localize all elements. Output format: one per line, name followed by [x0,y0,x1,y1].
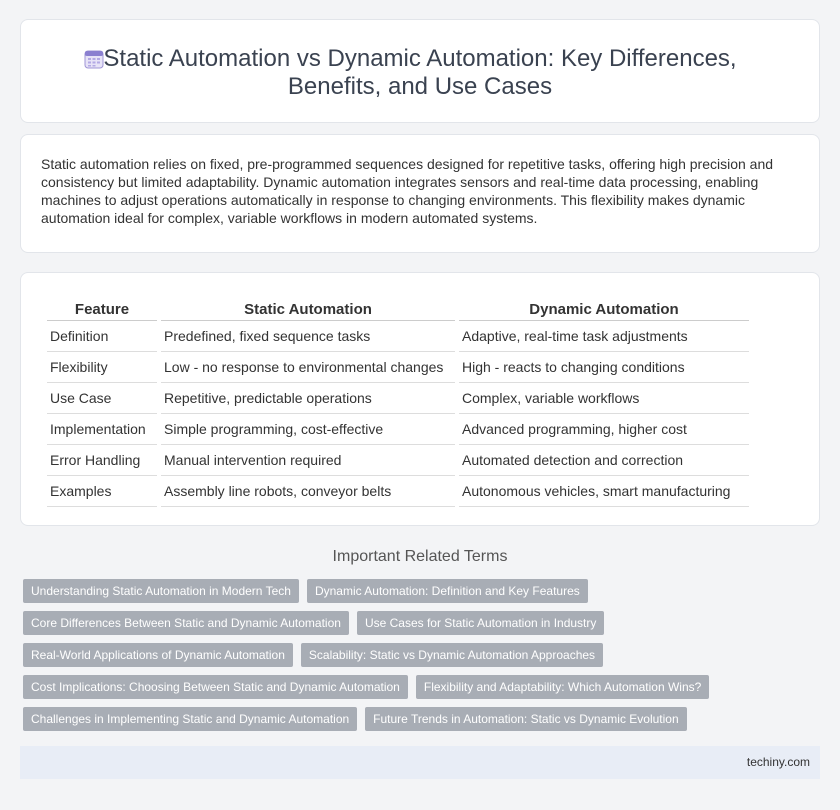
table-cell: Low - no response to environmental changes [161,352,455,383]
related-term-tag[interactable]: Challenges in Implementing Static and Dynamic Automation [23,707,357,731]
intro-card [20,134,820,253]
tag-row [23,611,803,635]
table-cell: Use Case [47,383,157,414]
table-row [47,321,749,352]
header-card [20,19,820,123]
column-header: Static Automation [161,295,455,321]
table-row [47,476,749,507]
tag-row [23,579,803,603]
table-cell: Implementation [47,414,157,445]
related-term-tag[interactable]: Dynamic Automation: Definition and Key Features [307,579,588,603]
related-term-tag[interactable]: Cost Implications: Choosing Between Static and Dynamic Automation [23,675,408,699]
table-row [47,383,749,414]
table-cell: Advanced programming, higher cost [459,414,749,445]
table-cell: Repetitive, predictable operations [161,383,455,414]
related-term-tag[interactable]: Understanding Static Automation in Modern Tech [23,579,299,603]
page-title-line-2: Benefits, and Use Cases [287,73,553,100]
table-row [47,352,749,383]
related-terms-title: Important Related Terms [332,548,508,565]
column-header: Dynamic Automation [459,295,749,321]
page-title-line-1: Static Automation vs Dynamic Automation: Key Differences, [103,45,737,72]
table-cell: Automated detection and correction [459,445,749,476]
table-cell: Definition [47,321,157,352]
table-row [47,414,749,445]
intro-text: Static automation relies on fixed, pre-programmed sequences designed for repetitive tasks, offering high precision and consistency but limited adaptability. Dynamic automation integrates sensors and real-time data processing, enabling machines to adjust operations automatically in response to changing environments. This flexibility makes dynamic automation ideal for complex, variable workflows in modern automated systems. [41,156,774,226]
table-cell: Flexibility [47,352,157,383]
related-term-tag[interactable]: Real-World Applications of Dynamic Automation [23,643,293,667]
table-header-row [47,295,749,321]
table-cell: Predefined, fixed sequence tasks [161,321,455,352]
page-title [21,45,819,101]
table-cell: Examples [47,476,157,507]
related-terms-list [23,579,803,739]
table-cell: Adaptive, real-time task adjustments [459,321,749,352]
related-term-tag[interactable]: Scalability: Static vs Dynamic Automation Approaches [301,643,603,667]
related-term-tag[interactable]: Flexibility and Adaptability: Which Automation Wins? [416,675,709,699]
comparison-table-card [20,272,820,526]
table-cell: Simple programming, cost-effective [161,414,455,445]
table-row [47,445,749,476]
table-cell: Complex, variable workflows [459,383,749,414]
tag-row [23,675,803,699]
tag-row [23,643,803,667]
tag-row [23,707,803,731]
table-cell: Error Handling [47,445,157,476]
table-cell: Autonomous vehicles, smart manufacturing [459,476,749,507]
related-term-tag[interactable]: Use Cases for Static Automation in Industry [357,611,604,635]
column-header: Feature [47,295,157,321]
related-term-tag[interactable]: Future Trends in Automation: Static vs Dynamic Evolution [365,707,686,731]
table-cell: High - reacts to changing conditions [459,352,749,383]
comparison-table [43,295,753,507]
table-cell: Assembly line robots, conveyor belts [161,476,455,507]
footer [20,746,820,779]
table-cell: Manual intervention required [161,445,455,476]
related-term-tag[interactable]: Core Differences Between Static and Dynamic Automation [23,611,349,635]
footer-site-link[interactable]: techiny.com [746,755,810,769]
